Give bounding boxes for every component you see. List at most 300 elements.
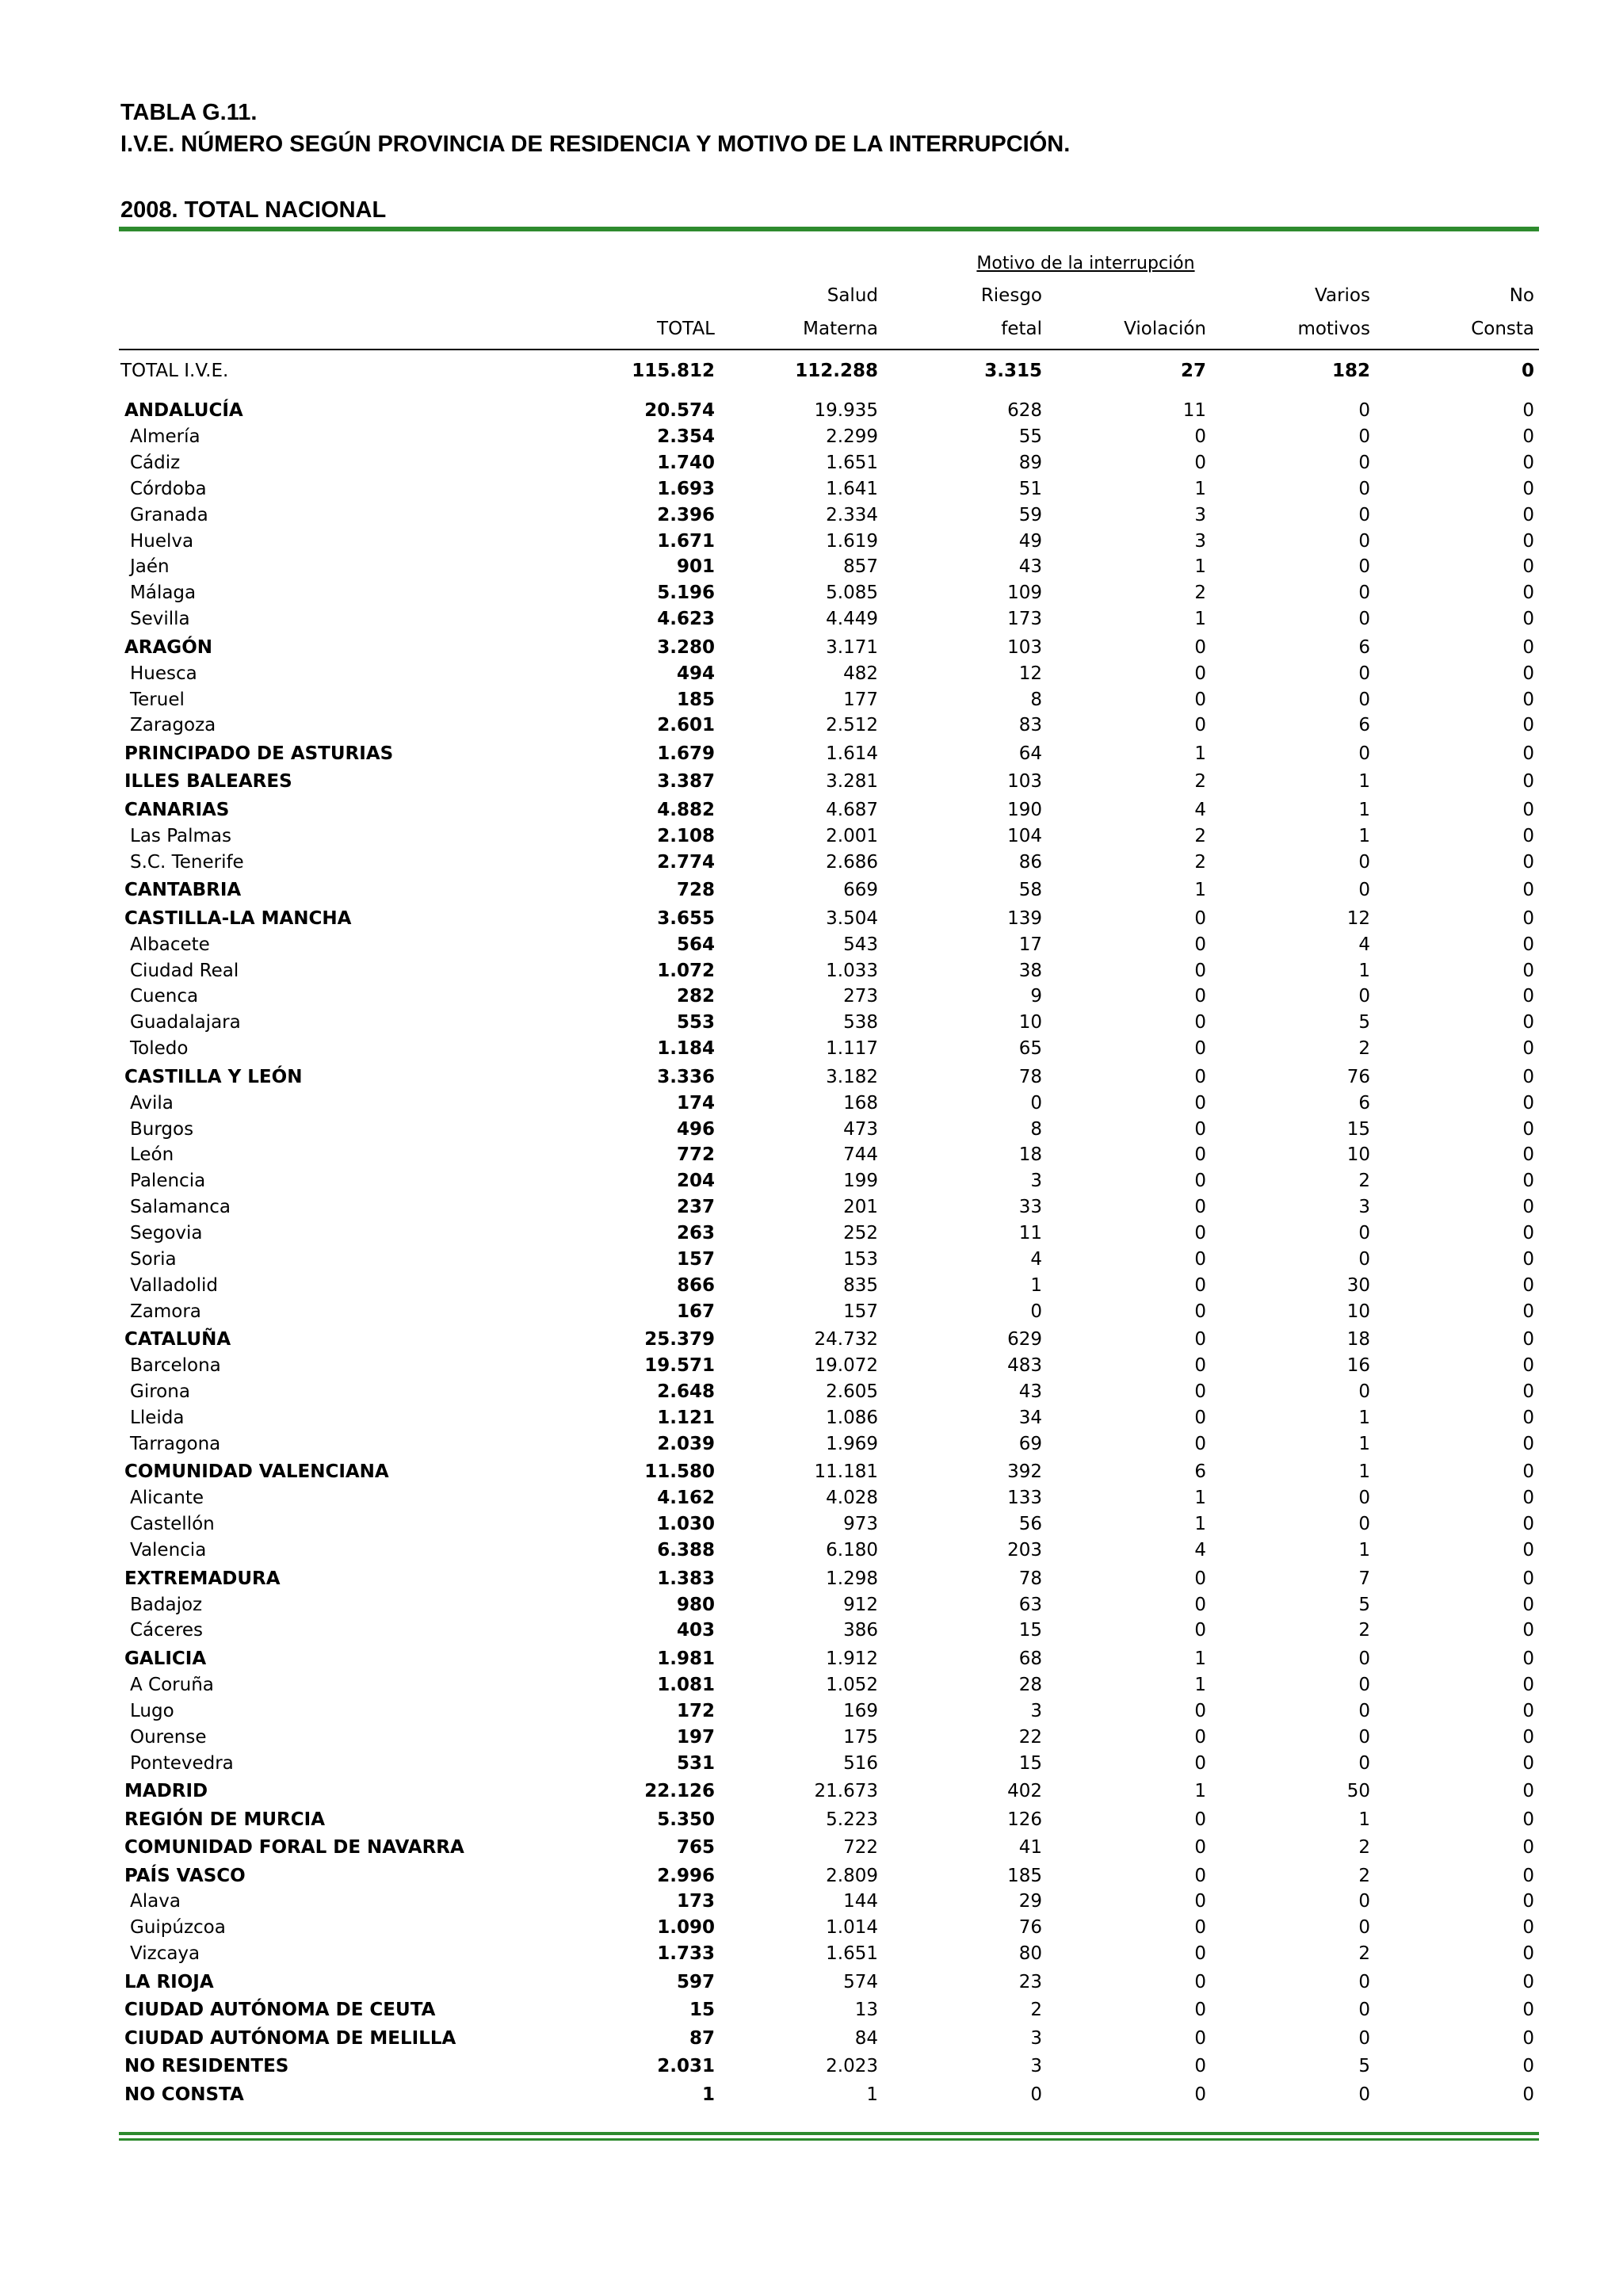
cell-salud-materna: 2.299 — [826, 426, 878, 447]
cell-total: 866 — [676, 1274, 715, 1296]
cell-salud-materna: 1.641 — [826, 478, 878, 499]
cell-violacion: 0 — [1194, 960, 1206, 981]
cell-no-consta: 0 — [1522, 400, 1534, 421]
cell-riesgo-fetal: 139 — [1007, 907, 1042, 929]
row-label: NO CONSTA — [124, 2084, 244, 2105]
cell-no-consta: 0 — [1522, 1594, 1534, 1615]
cell-no-consta: 0 — [1522, 1700, 1534, 1721]
region-row — [0, 877, 1623, 904]
province-row — [0, 1485, 1623, 1511]
cell-total: 2.039 — [657, 1433, 715, 1454]
row-label: Sevilla — [130, 609, 190, 630]
cell-varios-motivos: 0 — [1358, 1249, 1370, 1270]
col-header-violacion: Violación — [1124, 319, 1206, 339]
cell-salud-materna: 11.181 — [814, 1461, 878, 1483]
region-row — [0, 906, 1623, 932]
row-label: Segovia — [130, 1223, 203, 1244]
cell-total: 1.030 — [657, 1514, 715, 1535]
cell-violacion: 2 — [1194, 851, 1206, 873]
cell-riesgo-fetal: 80 — [1018, 1943, 1042, 1965]
cell-violacion: 1 — [1194, 1674, 1206, 1695]
cell-varios-motivos: 0 — [1358, 504, 1370, 525]
row-label: Granada — [130, 504, 208, 525]
cell-riesgo-fetal: 203 — [1007, 1540, 1042, 1561]
cell-varios-motivos: 3 — [1358, 1197, 1370, 1218]
row-label: Toledo — [130, 1038, 189, 1060]
cell-no-consta: 0 — [1522, 1274, 1534, 1296]
cell-total: 19.571 — [644, 1355, 715, 1377]
cell-riesgo-fetal: 628 — [1007, 400, 1042, 421]
province-row — [0, 1168, 1623, 1194]
cell-salud-materna: 912 — [843, 1594, 878, 1615]
region-row — [0, 797, 1623, 823]
cell-salud-materna: 1.052 — [826, 1674, 878, 1695]
cell-varios-motivos: 4 — [1358, 934, 1370, 955]
cell-no-consta: 0 — [1522, 1674, 1534, 1695]
cell-violacion: 0 — [1194, 1381, 1206, 1403]
cell-no-consta: 0 — [1522, 1943, 1534, 1965]
cell-no-consta: 0 — [1522, 1781, 1534, 1801]
cell-riesgo-fetal: 64 — [1018, 743, 1042, 764]
cell-no-consta: 0 — [1522, 689, 1534, 710]
cell-no-consta: 0 — [1522, 2000, 1534, 2021]
cell-salud-materna: 574 — [843, 1971, 878, 1992]
cell-total: 3.387 — [657, 771, 715, 793]
province-row — [0, 1247, 1623, 1273]
cell-riesgo-fetal: 9 — [1030, 986, 1042, 1007]
cell-riesgo-fetal: 109 — [1007, 583, 1042, 604]
cell-no-consta: 0 — [1522, 1865, 1534, 1886]
row-label: Girona — [130, 1381, 190, 1403]
cell-riesgo-fetal: 126 — [1007, 1809, 1042, 1830]
cell-riesgo-fetal: 23 — [1018, 1971, 1042, 1992]
cell-total: 5.196 — [657, 583, 715, 604]
province-row — [0, 1941, 1623, 1967]
cell-riesgo-fetal: 629 — [1007, 1329, 1042, 1350]
cell-salud-materna: 857 — [843, 556, 878, 578]
cell-no-consta: 0 — [1522, 1092, 1534, 1114]
cell-riesgo-fetal: 103 — [1007, 771, 1042, 793]
cell-no-consta: 0 — [1522, 934, 1534, 955]
row-label: Almería — [130, 426, 200, 447]
cell-total: 1.733 — [657, 1943, 715, 1965]
cell-violacion: 0 — [1194, 1700, 1206, 1721]
cell-no-consta: 0 — [1522, 1118, 1534, 1140]
cell-varios-motivos: 0 — [1358, 400, 1370, 421]
cell-no-consta: 0 — [1522, 2084, 1534, 2105]
province-row — [0, 1725, 1623, 1751]
province-row — [0, 958, 1623, 984]
cell-violacion: 4 — [1194, 799, 1206, 820]
province-row — [0, 1142, 1623, 1168]
region-row — [0, 1997, 1623, 2023]
cell-total: 5.350 — [657, 1809, 715, 1830]
cell-violacion: 1 — [1194, 1648, 1206, 1669]
cell-salud-materna: 19.935 — [814, 400, 878, 421]
cell-total: 1 — [701, 2084, 715, 2105]
row-label: Avila — [130, 1092, 174, 1114]
cell-violacion: 0 — [1194, 1012, 1206, 1033]
cell-salud-materna: 516 — [843, 1752, 878, 1774]
row-label: EXTREMADURA — [124, 1568, 281, 1589]
cell-total: 765 — [676, 1837, 715, 1858]
cell-no-consta: 0 — [1522, 2056, 1534, 2077]
province-row — [0, 1299, 1623, 1325]
row-label: TOTAL I.V.E. — [120, 361, 229, 381]
cell-no-consta: 0 — [1522, 1891, 1534, 1912]
cell-riesgo-fetal: 55 — [1018, 426, 1042, 447]
cell-violacion: 1 — [1194, 609, 1206, 630]
cell-riesgo-fetal: 104 — [1007, 825, 1042, 846]
cell-riesgo-fetal: 0 — [1030, 2084, 1042, 2105]
row-label: Salamanca — [130, 1197, 231, 1218]
cell-total: 1.383 — [657, 1568, 715, 1589]
cell-violacion: 0 — [1194, 1433, 1206, 1454]
cell-riesgo-fetal: 49 — [1018, 530, 1042, 552]
cell-total: 1.679 — [657, 743, 715, 764]
row-label: Huesca — [130, 663, 197, 684]
cell-varios-motivos: 18 — [1346, 1329, 1370, 1350]
cell-total: 87 — [689, 2027, 715, 2049]
cell-total: 25.379 — [644, 1329, 715, 1350]
province-row — [0, 424, 1623, 450]
province-row — [0, 1117, 1623, 1143]
cell-riesgo-fetal: 3 — [1030, 1700, 1042, 1721]
cell-no-consta: 0 — [1522, 1809, 1534, 1830]
cell-no-consta: 0 — [1522, 530, 1534, 552]
cell-salud-materna: 1.651 — [826, 452, 878, 473]
cell-violacion: 0 — [1194, 1809, 1206, 1830]
cell-no-consta: 0 — [1522, 1540, 1534, 1561]
cell-total: 1.184 — [657, 1038, 715, 1060]
header-divider — [119, 349, 1539, 350]
cell-varios-motivos: 76 — [1346, 1066, 1370, 1087]
row-label: MADRID — [124, 1781, 208, 1801]
row-label: Córdoba — [130, 478, 207, 499]
cell-varios-motivos: 6 — [1358, 715, 1370, 736]
cell-total: 2.648 — [657, 1381, 715, 1403]
cell-total: 237 — [676, 1197, 715, 1218]
cell-violacion: 0 — [1194, 1223, 1206, 1244]
region-row — [0, 1566, 1623, 1592]
cell-salud-materna: 24.732 — [814, 1329, 878, 1350]
cell-total: 1.090 — [657, 1917, 715, 1939]
cell-total: 1.671 — [657, 530, 715, 552]
cell-violacion: 0 — [1194, 2084, 1206, 2105]
cell-salud-materna: 2.001 — [826, 825, 878, 846]
cell-riesgo-fetal: 78 — [1018, 1568, 1042, 1589]
cell-no-consta: 0 — [1522, 1144, 1534, 1166]
province-row — [0, 1353, 1623, 1379]
cell-varios-motivos: 0 — [1358, 1971, 1370, 1992]
cell-salud-materna: 2.809 — [826, 1865, 878, 1886]
cell-salud-materna: 835 — [843, 1274, 878, 1296]
cell-riesgo-fetal: 8 — [1030, 689, 1042, 710]
cell-no-consta: 0 — [1522, 504, 1534, 525]
region-row — [0, 2053, 1623, 2080]
province-row — [0, 712, 1623, 739]
cell-no-consta: 0 — [1522, 556, 1534, 578]
cell-salud-materna: 5.085 — [826, 583, 878, 604]
cell-varios-motivos: 0 — [1358, 478, 1370, 499]
province-row — [0, 1273, 1623, 1299]
cell-total: 22.126 — [644, 1781, 715, 1801]
province-row — [0, 1672, 1623, 1698]
row-label: Lugo — [130, 1700, 174, 1721]
cell-no-consta: 0 — [1522, 771, 1534, 793]
row-label: GALICIA — [124, 1648, 207, 1669]
cell-no-consta: 0 — [1522, 880, 1534, 901]
cell-varios-motivos: 2 — [1358, 1943, 1370, 1965]
row-label: ILLES BALEARES — [124, 771, 292, 793]
cell-riesgo-fetal: 173 — [1007, 609, 1042, 630]
row-label: Guipúzcoa — [130, 1917, 226, 1939]
cell-violacion: 0 — [1194, 1038, 1206, 1060]
row-label: CANTABRIA — [124, 880, 242, 901]
row-label: Las Palmas — [130, 825, 232, 846]
region-row — [0, 1778, 1623, 1805]
cell-violacion: 0 — [1194, 1891, 1206, 1912]
cell-no-consta: 0 — [1522, 636, 1534, 658]
cell-violacion: 0 — [1194, 636, 1206, 658]
cell-riesgo-fetal: 63 — [1018, 1594, 1042, 1615]
province-row — [0, 984, 1623, 1010]
cell-varios-motivos: 182 — [1331, 361, 1370, 381]
province-row — [0, 502, 1623, 529]
cell-salud-materna: 386 — [843, 1620, 878, 1641]
cell-riesgo-fetal: 10 — [1018, 1012, 1042, 1033]
col-header-no-1: No — [1509, 285, 1534, 306]
cell-no-consta: 0 — [1522, 1620, 1534, 1641]
province-row — [0, 1010, 1623, 1036]
cell-varios-motivos: 0 — [1358, 1648, 1370, 1669]
province-row — [0, 1618, 1623, 1644]
cell-salud-materna: 2.605 — [826, 1381, 878, 1403]
cell-riesgo-fetal: 51 — [1018, 478, 1042, 499]
cell-salud-materna: 169 — [843, 1700, 878, 1721]
cell-riesgo-fetal: 8 — [1030, 1118, 1042, 1140]
row-label: Barcelona — [130, 1355, 221, 1377]
cell-riesgo-fetal: 3 — [1030, 2056, 1042, 2077]
cell-violacion: 4 — [1194, 1540, 1206, 1561]
cell-violacion: 0 — [1194, 689, 1206, 710]
cell-varios-motivos: 0 — [1358, 1488, 1370, 1509]
bottom-green-rule-2 — [119, 2138, 1539, 2141]
province-row — [0, 850, 1623, 876]
row-label: Castellón — [130, 1514, 215, 1535]
cell-no-consta: 0 — [1522, 743, 1534, 764]
row-label: CASTILLA-LA MANCHA — [124, 907, 352, 929]
row-label: Pontevedra — [130, 1752, 234, 1774]
row-label: Cuenca — [130, 986, 199, 1007]
row-label: COMUNIDAD FORAL DE NAVARRA — [124, 1837, 464, 1858]
row-label: Valladolid — [130, 1274, 218, 1296]
province-row — [0, 1592, 1623, 1618]
cell-no-consta: 0 — [1522, 452, 1534, 473]
row-label: ARAGÓN — [124, 636, 212, 658]
cell-varios-motivos: 0 — [1358, 663, 1370, 684]
cell-violacion: 0 — [1194, 1837, 1206, 1858]
cell-riesgo-fetal: 22 — [1018, 1726, 1042, 1748]
cell-total: 204 — [676, 1171, 715, 1192]
cell-no-consta: 0 — [1522, 799, 1534, 820]
cell-violacion: 0 — [1194, 426, 1206, 447]
province-row — [0, 554, 1623, 580]
region-row — [0, 769, 1623, 795]
cell-no-consta: 0 — [1522, 1408, 1534, 1428]
col-header-riesgo-1: Riesgo — [980, 285, 1042, 306]
cell-salud-materna: 168 — [843, 1092, 878, 1114]
col-header-no-2: Consta — [1471, 319, 1534, 339]
cell-salud-materna: 669 — [843, 880, 878, 901]
cell-total: 3.655 — [657, 907, 715, 929]
cell-total: 2.996 — [657, 1865, 715, 1886]
cell-total: 263 — [676, 1223, 715, 1244]
province-row — [0, 529, 1623, 555]
cell-violacion: 0 — [1194, 1594, 1206, 1615]
cell-varios-motivos: 1 — [1358, 1433, 1370, 1454]
cell-riesgo-fetal: 33 — [1018, 1197, 1042, 1218]
cell-salud-materna: 21.673 — [814, 1781, 878, 1801]
region-row — [0, 1327, 1623, 1353]
row-label: Albacete — [130, 934, 210, 955]
cell-riesgo-fetal: 43 — [1018, 1381, 1042, 1403]
cell-salud-materna: 201 — [843, 1197, 878, 1218]
region-row — [0, 1863, 1623, 1889]
row-label: Huelva — [130, 530, 194, 552]
table-subtitle: 2008. TOTAL NACIONAL — [120, 197, 387, 223]
cell-no-consta: 0 — [1522, 1066, 1534, 1087]
cell-varios-motivos: 0 — [1358, 851, 1370, 873]
cell-total: 282 — [676, 986, 715, 1007]
cell-riesgo-fetal: 15 — [1018, 1620, 1042, 1641]
cell-total: 3.336 — [657, 1066, 715, 1087]
cell-salud-materna: 4.028 — [826, 1488, 878, 1509]
cell-salud-materna: 112.288 — [795, 361, 878, 381]
cell-no-consta: 0 — [1522, 583, 1534, 604]
cell-total: 2.031 — [657, 2056, 715, 2077]
row-label: Tarragona — [130, 1433, 221, 1454]
row-label: Ciudad Real — [130, 960, 239, 981]
cell-no-consta: 0 — [1522, 1837, 1534, 1858]
cell-riesgo-fetal: 0 — [1030, 1301, 1042, 1322]
cell-total: 494 — [676, 663, 715, 684]
cell-riesgo-fetal: 3 — [1030, 1171, 1042, 1192]
cell-no-consta: 0 — [1522, 1038, 1534, 1060]
cell-varios-motivos: 1 — [1358, 771, 1370, 793]
row-label: REGIÓN DE MURCIA — [124, 1809, 325, 1830]
cell-riesgo-fetal: 58 — [1018, 880, 1042, 901]
cell-varios-motivos: 2 — [1358, 1865, 1370, 1886]
cell-violacion: 3 — [1194, 504, 1206, 525]
region-row — [0, 2082, 1623, 2108]
cell-total: 167 — [676, 1301, 715, 1322]
cell-no-consta: 0 — [1522, 1971, 1534, 1992]
table-title: I.V.E. NÚMERO SEGÚN PROVINCIA DE RESIDENCIA Y MOTIVO DE LA INTERRUPCIÓN. — [120, 132, 1071, 157]
cell-varios-motivos: 5 — [1358, 1012, 1370, 1033]
province-row — [0, 1091, 1623, 1117]
cell-total: 597 — [676, 1971, 715, 1992]
cell-varios-motivos: 0 — [1358, 452, 1370, 473]
cell-violacion: 11 — [1182, 400, 1206, 421]
cell-riesgo-fetal: 483 — [1007, 1355, 1042, 1377]
cell-riesgo-fetal: 11 — [1018, 1223, 1042, 1244]
region-row — [0, 2026, 1623, 2052]
cell-salud-materna: 1.117 — [826, 1038, 878, 1060]
cell-violacion: 1 — [1194, 743, 1206, 764]
cell-violacion: 0 — [1194, 1917, 1206, 1939]
cell-no-consta: 0 — [1522, 907, 1534, 929]
cell-no-consta: 0 — [1522, 609, 1534, 630]
cell-total: 553 — [676, 1012, 715, 1033]
cell-riesgo-fetal: 68 — [1018, 1648, 1042, 1669]
cell-total: 980 — [676, 1594, 715, 1615]
cell-varios-motivos: 15 — [1346, 1118, 1370, 1140]
cell-salud-materna: 144 — [843, 1891, 878, 1912]
cell-total: 2.601 — [657, 715, 715, 736]
cell-violacion: 0 — [1194, 1865, 1206, 1886]
cell-varios-motivos: 12 — [1346, 907, 1370, 929]
cell-varios-motivos: 0 — [1358, 689, 1370, 710]
cell-total: 772 — [676, 1144, 715, 1166]
cell-varios-motivos: 10 — [1346, 1144, 1370, 1166]
row-label: CANARIAS — [124, 799, 230, 820]
cell-violacion: 0 — [1194, 1408, 1206, 1428]
cell-total: 728 — [676, 880, 715, 901]
cell-varios-motivos: 2 — [1358, 1620, 1370, 1641]
row-label: León — [130, 1144, 174, 1166]
row-label: Lleida — [130, 1408, 185, 1428]
row-label: Vizcaya — [130, 1943, 200, 1965]
cell-varios-motivos: 0 — [1358, 1514, 1370, 1535]
cell-varios-motivos: 0 — [1358, 986, 1370, 1007]
cell-violacion: 0 — [1194, 1144, 1206, 1166]
cell-riesgo-fetal: 185 — [1007, 1865, 1042, 1886]
cell-varios-motivos: 0 — [1358, 556, 1370, 578]
row-label: Valencia — [130, 1540, 207, 1561]
region-row — [0, 1969, 1623, 1996]
cell-total: 115.812 — [632, 361, 715, 381]
row-label: CATALUÑA — [124, 1329, 231, 1350]
region-row — [0, 1646, 1623, 1672]
row-label: Zamora — [130, 1301, 201, 1322]
region-row — [0, 1807, 1623, 1833]
cell-violacion: 2 — [1194, 583, 1206, 604]
cell-varios-motivos: 0 — [1358, 2027, 1370, 2049]
cell-salud-materna: 2.023 — [826, 2056, 878, 2077]
cell-riesgo-fetal: 1 — [1030, 1274, 1042, 1296]
row-label: Zaragoza — [130, 715, 216, 736]
cell-riesgo-fetal: 392 — [1007, 1461, 1042, 1483]
province-row — [0, 1405, 1623, 1431]
province-row — [0, 1889, 1623, 1915]
row-label: PRINCIPADO DE ASTURIAS — [124, 743, 394, 764]
cell-no-consta: 0 — [1522, 1329, 1534, 1350]
province-row — [0, 1379, 1623, 1405]
cell-violacion: 0 — [1194, 1118, 1206, 1140]
cell-no-consta: 0 — [1522, 2027, 1534, 2049]
cell-total: 20.574 — [644, 400, 715, 421]
cell-varios-motivos: 50 — [1346, 1781, 1370, 1801]
cell-no-consta: 0 — [1522, 1514, 1534, 1535]
cell-total: 2.354 — [657, 426, 715, 447]
cell-riesgo-fetal: 69 — [1018, 1433, 1042, 1454]
cell-total: 1.072 — [657, 960, 715, 981]
cell-no-consta: 0 — [1522, 960, 1534, 981]
cell-riesgo-fetal: 76 — [1018, 1917, 1042, 1939]
row-label: CASTILLA Y LEÓN — [124, 1066, 303, 1087]
cell-total: 531 — [676, 1752, 715, 1774]
